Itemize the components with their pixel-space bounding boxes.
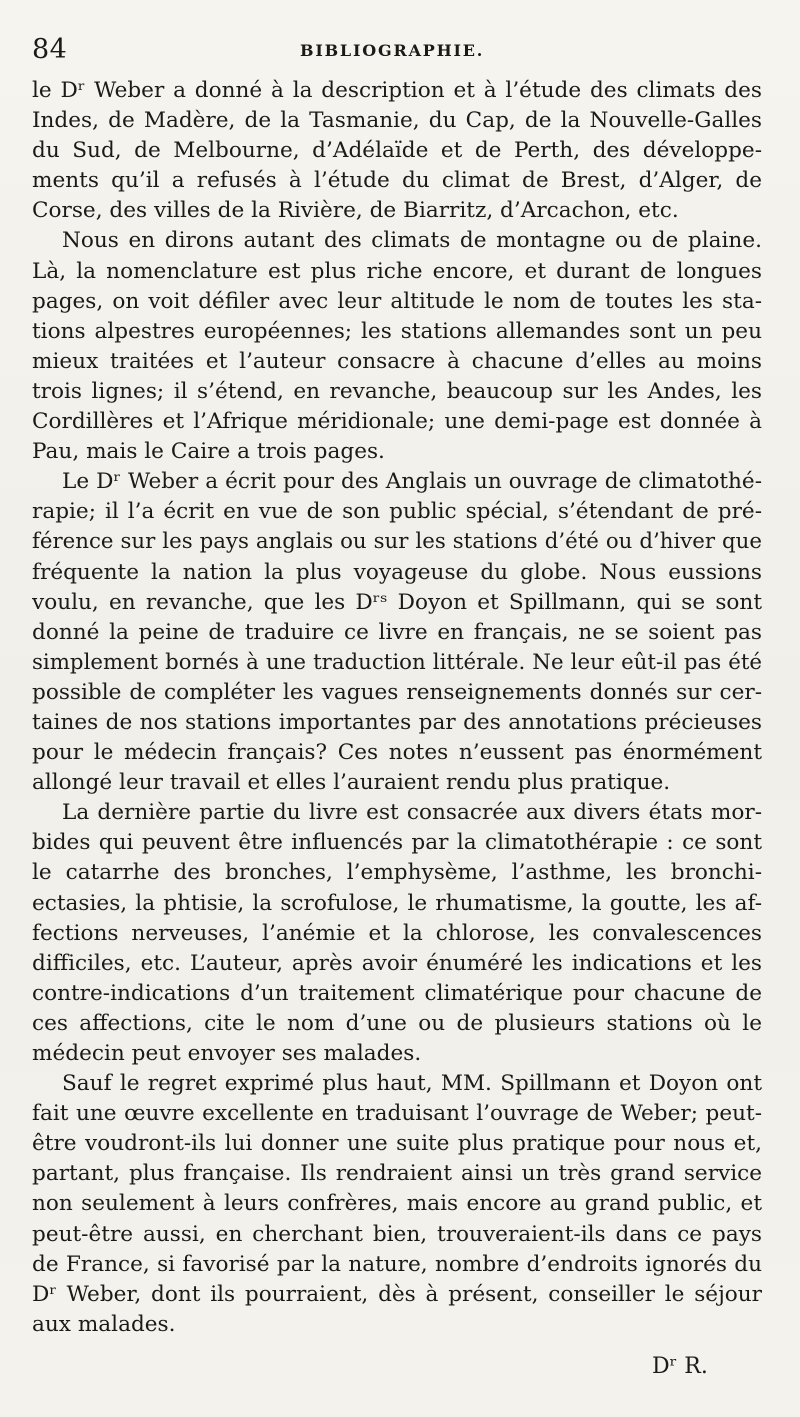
paragraph xyxy=(32,76,762,226)
text-line: être voudront-ils lui donner une suite plus pratique pour nous et, xyxy=(32,1131,762,1157)
text-line: fait une œuvre excellente en traduisant l’ouvrage de Weber; peut- xyxy=(32,1101,762,1127)
text-line: trois lignes; il s’étend, en revanche, beaucoup sur les Andes, les xyxy=(32,378,762,404)
text-line: peut-être aussi, en cherchant bien, trouveraient-ils dans ce pays xyxy=(32,1221,762,1247)
text-line: pour le médecin français? Ces notes n’eussent pas énormément xyxy=(32,740,762,766)
text-line: le Dʳ Weber a donné à la description et à l’étude des climats des xyxy=(32,78,762,103)
text-line: Indes, de Madère, de la Tasmanie, du Cap, de la Nouvelle-Galles xyxy=(32,108,762,134)
text-line: Cordillères et l’Afrique méridionale; une demi-page est donnée à xyxy=(32,409,762,435)
text-line: Pau, mais le Caire a trois pages. xyxy=(32,439,385,465)
text-line: du Sud, de Melbourne, d’Adélaïde et de Perth, des développe- xyxy=(32,138,762,164)
page-number: 84 xyxy=(32,34,68,65)
paragraph xyxy=(32,226,762,467)
text-line: fréquente la nation la plus voyageuse du globe. Nous eussions xyxy=(32,559,762,585)
text-line: donné la peine de traduire ce livre en français, ne se soient pas xyxy=(32,619,762,645)
text-line: partant, plus française. Ils rendraient ainsi un très grand service xyxy=(32,1161,762,1187)
text-line: fections nerveuses, l’anémie et la chlorose, les convalescences xyxy=(32,920,762,946)
text-line: ments qu’il a refusés à l’étude du climat de Brest, d’Alger, de xyxy=(32,168,762,194)
text-line: pages, on voit défiler avec leur altitude le nom de toutes les sta- xyxy=(32,288,762,314)
paragraph xyxy=(32,467,762,798)
author-signature: Dʳ R. xyxy=(652,1354,708,1379)
text-line: de France, si favorisé par la nature, nombre d’endroits ignorés du xyxy=(32,1251,762,1277)
text-line: le catarrhe des bronches, l’emphysème, l’asthme, les bronchi- xyxy=(32,860,762,886)
text-line: non seulement à leurs confrères, mais encore au grand public, et xyxy=(32,1191,762,1217)
page-header xyxy=(0,34,800,66)
text-line: Là, la nomenclature est plus riche encore, et durant de longues xyxy=(32,258,762,284)
text-line: aux malades. xyxy=(32,1311,176,1337)
text-line: ectasies, la phtisie, la scrofulose, le rhumatisme, la goutte, les af- xyxy=(32,890,762,916)
text-line: Corse, des villes de la Rivière, de Biarritz, d’Arcachon, etc. xyxy=(32,198,679,224)
text-line: contre-indications d’un traitement climatérique pour chacune de xyxy=(32,980,762,1006)
paragraph xyxy=(32,798,762,1069)
article-body xyxy=(32,76,762,1340)
text-line: tions alpestres européennes; les stations allemandes sont un peu xyxy=(32,318,762,344)
text-line: médecin peut envoyer ses malades. xyxy=(32,1041,422,1066)
text-line: voulu, en revanche, que les Dʳˢ Doyon et Spillmann, qui se sont xyxy=(32,589,762,615)
text-line: possible de compléter les vagues renseignements donnés sur cer- xyxy=(32,679,762,705)
text-line: bides qui peuvent être influencés par la climatothérapie : ce sont xyxy=(32,830,762,856)
paragraph xyxy=(32,1069,762,1340)
text-line: mieux traitées et l’auteur consacre à chacune d’elles au moins xyxy=(32,348,762,374)
text-line: La dernière partie du livre est consacrée aux divers états mor- xyxy=(62,800,762,826)
running-head: BIBLIOGRAPHIE. xyxy=(300,41,485,60)
text-line: Dʳ Weber, dont ils pourraient, dès à présent, conseiller le séjour xyxy=(32,1281,762,1307)
text-line: simplement bornés à une traduction littérale. Ne leur eût-il pas été xyxy=(32,649,762,675)
text-line: férence sur les pays anglais ou sur les stations d’été ou d’hiver que xyxy=(32,529,762,555)
text-line: Nous en dirons autant des climats de montagne ou de plaine. xyxy=(62,228,762,254)
text-line: Sauf le regret exprimé plus haut, MM. Spillmann et Doyon ont xyxy=(62,1071,762,1097)
text-line: taines de nos stations importantes par des annotations précieuses xyxy=(32,709,762,735)
text-line: Le Dʳ Weber a écrit pour des Anglais un ouvrage de climatothé- xyxy=(62,469,762,495)
text-line: ces affections, cite le nom d’une ou de plusieurs stations où le xyxy=(32,1010,762,1036)
text-line: rapie; il l’a écrit en vue de son public spécial, s’étendant de pré- xyxy=(32,499,762,525)
text-line: difficiles, etc. L’auteur, après avoir énuméré les indications et les xyxy=(32,950,762,976)
text-line: allongé leur travail et elles l’auraient rendu plus pratique. xyxy=(32,770,671,796)
